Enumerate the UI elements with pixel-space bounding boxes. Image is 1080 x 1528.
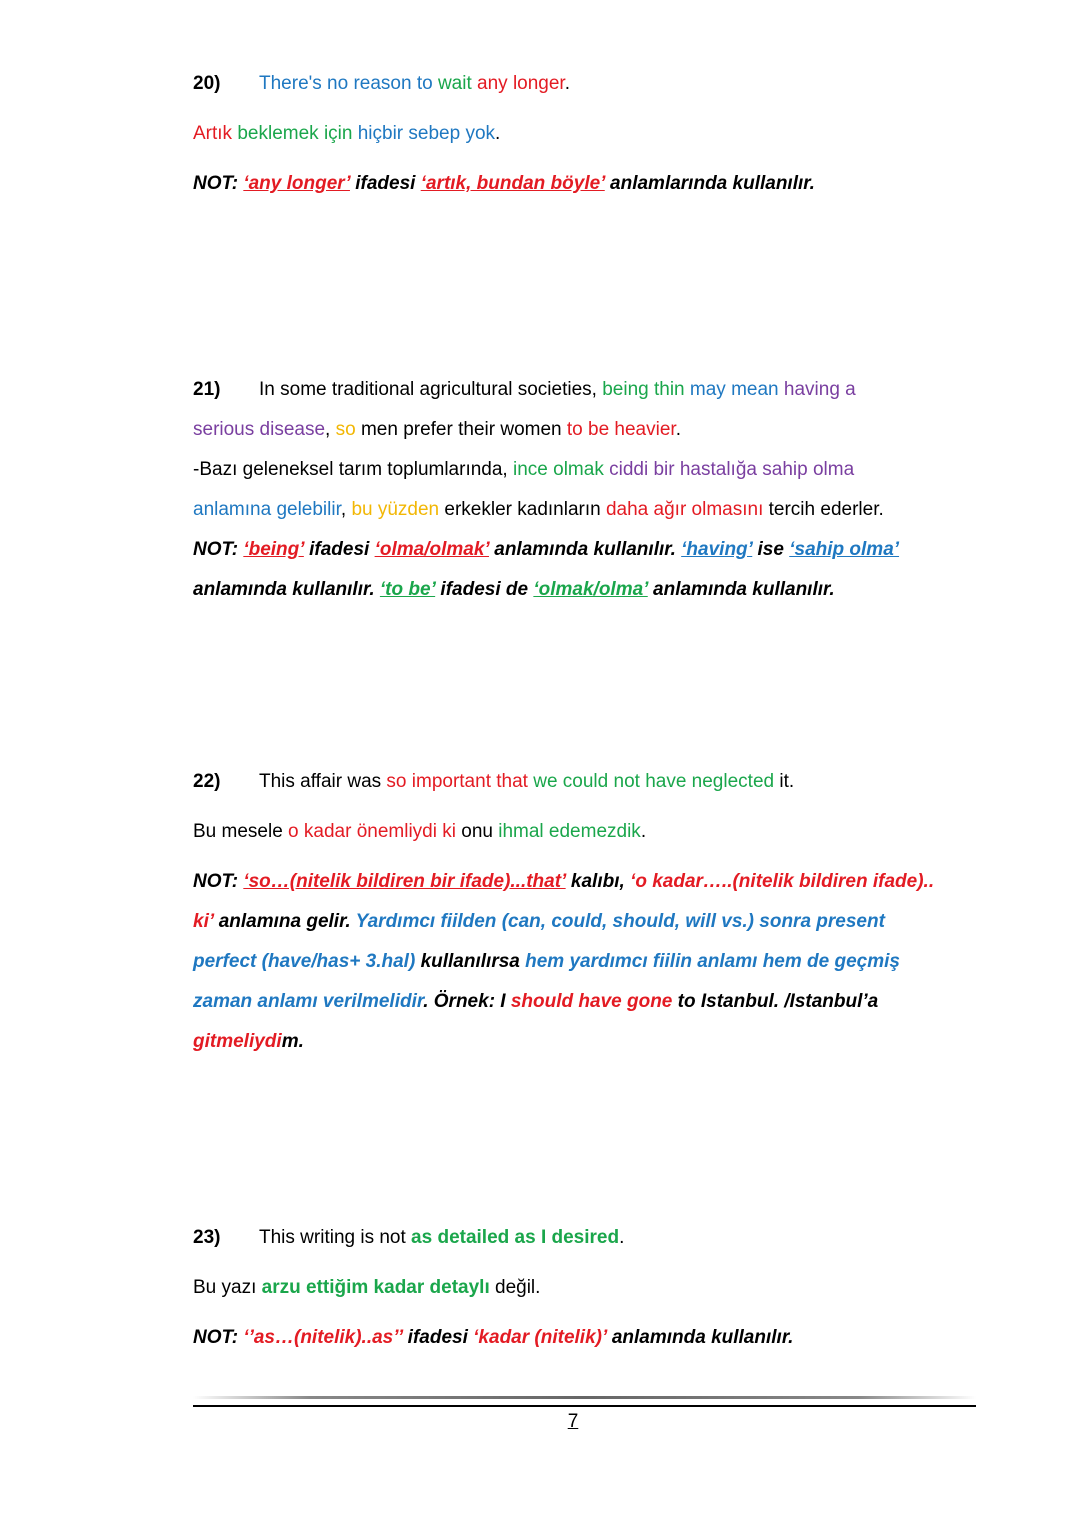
text-segment: wait bbox=[437, 73, 478, 94]
text-segment: so bbox=[335, 419, 356, 440]
item-21 bbox=[193, 370, 963, 610]
text-segment: kalıbı, bbox=[565, 871, 631, 892]
text-segment: . bbox=[495, 123, 501, 144]
text-segment: erkekler kadınların bbox=[439, 499, 606, 520]
text-segment: Bu yazı bbox=[193, 1277, 262, 1298]
item-22-note-line-1 bbox=[193, 862, 963, 902]
text-segment: ‘kadar (nitelik)’ bbox=[473, 1327, 607, 1348]
item-number: 21) bbox=[193, 379, 221, 400]
text-segment: any longer bbox=[477, 73, 565, 94]
text-segment: bu yüzden bbox=[351, 499, 440, 520]
text-segment: ‘o kadar…..(nitelik bildiren ifade).. bbox=[630, 871, 935, 892]
text-segment: ‘so…(nitelik bildiren bir ifade)...that’ bbox=[243, 871, 566, 892]
text-segment: . Örnek: I bbox=[423, 991, 511, 1012]
text-segment: ifadesi bbox=[303, 539, 375, 560]
text-segment: ‘to be’ bbox=[379, 579, 436, 600]
item-21-turkish-line-2 bbox=[193, 490, 963, 530]
text-segment: zaman anlamı verilmelidir bbox=[193, 991, 424, 1012]
text-segment: onu bbox=[455, 821, 499, 842]
text-segment: değil. bbox=[489, 1277, 541, 1298]
item-20-turkish bbox=[193, 114, 963, 164]
text-segment: men prefer their women bbox=[355, 419, 567, 440]
text-segment: perfect (have/has+ 3.hal) bbox=[193, 951, 416, 972]
text-segment: ise bbox=[752, 539, 790, 560]
item-20-english bbox=[193, 64, 963, 114]
text-segment: ‘olmak/olma’ bbox=[533, 579, 648, 600]
item-22-turkish bbox=[193, 812, 963, 862]
text-segment: ifadesi de bbox=[435, 579, 534, 600]
text-segment: ‘being’ bbox=[243, 539, 304, 560]
text-segment: gitmeliydi bbox=[193, 1031, 282, 1052]
text-segment: should have gone bbox=[510, 991, 673, 1012]
text-segment: -Bazı geleneksel tarım toplumlarında, bbox=[193, 459, 513, 480]
text-segment: having a bbox=[783, 379, 856, 400]
text-segment: anlamında kullanılır. bbox=[488, 539, 682, 560]
item-22 bbox=[193, 762, 963, 1062]
text-segment: ‘having’ bbox=[681, 539, 753, 560]
footer-rule bbox=[193, 1405, 976, 1407]
item-21-note-line-1 bbox=[193, 530, 963, 570]
item-20-note bbox=[193, 164, 963, 214]
text-segment: . bbox=[564, 73, 570, 94]
item-22-english bbox=[193, 762, 963, 812]
text-segment: hiçbir sebep yok bbox=[357, 123, 496, 144]
page-number: 7 bbox=[567, 1411, 579, 1432]
text-segment: ‘artık, bundan böyle’ bbox=[420, 173, 605, 194]
item-21-english-line-2 bbox=[193, 410, 963, 450]
text-segment: . bbox=[640, 821, 647, 842]
text-segment: to Istanbul. /Istanbul’a bbox=[672, 991, 879, 1012]
text-segment: m. bbox=[281, 1031, 304, 1052]
text-segment: ‘’as…(nitelik)..as’’ bbox=[243, 1327, 403, 1348]
text-segment: . bbox=[619, 1227, 625, 1248]
text-segment: arzu ettiğim kadar detaylı bbox=[261, 1277, 490, 1298]
text-segment: may mean bbox=[689, 379, 784, 400]
text-segment: Yardımcı fiilden (can, could, should, will vs.) sonra present bbox=[355, 911, 885, 932]
text-segment: This writing is not bbox=[259, 1227, 412, 1248]
text-segment: anlamlarında kullanılır. bbox=[604, 173, 815, 194]
text-segment: anlamına gelir. bbox=[213, 911, 356, 932]
text-segment: o kadar önemliydi ki bbox=[288, 821, 456, 842]
text-segment: This affair was bbox=[259, 771, 387, 792]
item-22-note-line-3 bbox=[193, 942, 963, 982]
item-21-turkish-line-1 bbox=[193, 450, 963, 490]
text-segment: ‘sahip olma’ bbox=[789, 539, 900, 560]
note-label: NOT: bbox=[193, 871, 244, 892]
item-21-note-line-2 bbox=[193, 570, 963, 610]
text-segment: to be heavier bbox=[566, 419, 676, 440]
text-segment: so important that bbox=[386, 771, 528, 792]
text-segment: it. bbox=[774, 771, 795, 792]
text-segment: ciddi bir hastalığa sahip olma bbox=[603, 459, 855, 480]
text-segment: . bbox=[675, 419, 681, 440]
item-22-note-line-2 bbox=[193, 902, 963, 942]
text-segment: ihmal edemezdik bbox=[498, 821, 641, 842]
text-segment: as detailed as I desired bbox=[411, 1227, 620, 1248]
item-number: 23) bbox=[193, 1227, 221, 1248]
note-label: NOT: bbox=[193, 173, 244, 194]
item-number: 22) bbox=[193, 771, 221, 792]
item-22-note-line-5 bbox=[193, 1022, 963, 1062]
text-segment: ki’ bbox=[193, 911, 214, 932]
item-22-note-line-4 bbox=[193, 982, 963, 1022]
item-23-english bbox=[193, 1218, 963, 1268]
note-label: NOT: bbox=[193, 539, 244, 560]
text-segment: ‘any longer’ bbox=[243, 173, 350, 194]
note-label: NOT: bbox=[193, 1327, 244, 1348]
item-23-turkish bbox=[193, 1268, 963, 1318]
text-segment: ‘olma/olmak’ bbox=[374, 539, 489, 560]
footer-shadow-rule bbox=[193, 1396, 976, 1399]
text-segment: anlamına gelebilir bbox=[193, 499, 341, 520]
text-segment: tercih ederler. bbox=[763, 499, 884, 520]
item-23-note bbox=[193, 1318, 963, 1368]
text-segment: beklemek için bbox=[237, 123, 358, 144]
text-segment: being thin bbox=[602, 379, 690, 400]
text-segment: we could not have neglected bbox=[527, 771, 775, 792]
text-segment: hem yardımcı fiilin anlamı hem de geçmiş bbox=[525, 951, 900, 972]
text-segment: ince olmak bbox=[513, 459, 604, 480]
text-segment: There's no reason to bbox=[259, 73, 438, 94]
text-segment: anlamında kullanılır. bbox=[606, 1327, 794, 1348]
text-segment: , bbox=[340, 499, 352, 520]
text-segment: anlamında kullanılır. bbox=[193, 579, 380, 600]
text-segment: In some traditional agricultural societies, bbox=[259, 379, 603, 400]
item-23 bbox=[193, 1218, 963, 1368]
text-segment: ifadesi bbox=[349, 173, 421, 194]
item-number: 20) bbox=[193, 73, 221, 94]
item-20 bbox=[193, 64, 963, 214]
text-segment: Artık bbox=[193, 123, 238, 144]
item-21-english-line-1 bbox=[193, 370, 963, 410]
text-segment: daha ağır olmasını bbox=[605, 499, 764, 520]
text-segment: kullanılırsa bbox=[415, 951, 526, 972]
text-segment: ifadesi bbox=[402, 1327, 474, 1348]
text-segment: Bu mesele bbox=[193, 821, 289, 842]
text-segment: anlamında kullanılır. bbox=[647, 579, 835, 600]
text-segment: serious disease bbox=[193, 419, 326, 440]
text-segment: , bbox=[325, 419, 336, 440]
